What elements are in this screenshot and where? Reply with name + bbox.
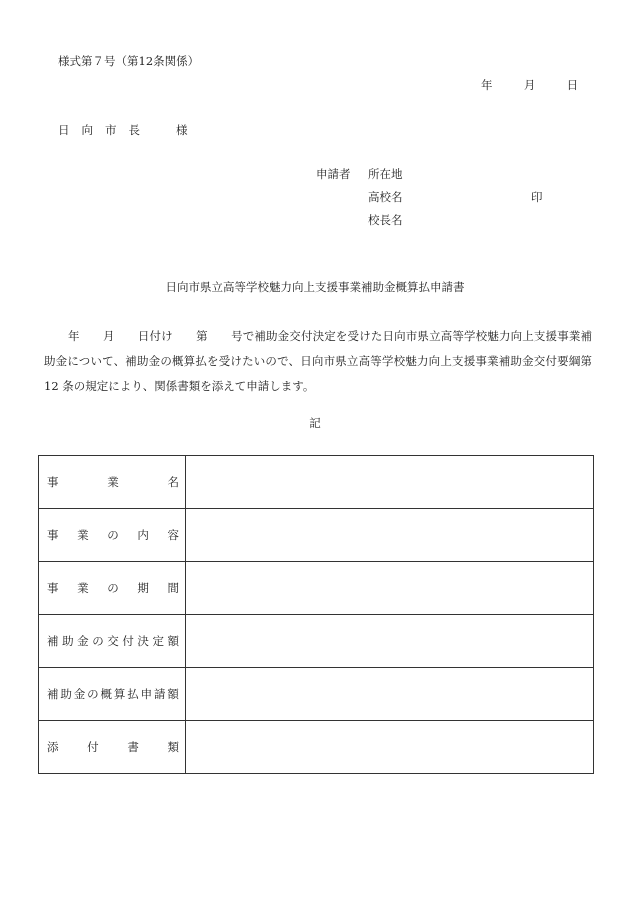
row-label-text [47, 739, 179, 755]
label-char: の [92, 634, 104, 648]
row-value[interactable] [186, 668, 594, 721]
table-row [39, 562, 594, 615]
label-char: 事 [47, 528, 59, 542]
addressee [58, 123, 188, 137]
row-label-text [47, 527, 179, 543]
label-char: 助 [60, 687, 72, 701]
table-row [39, 509, 594, 562]
row-value[interactable] [186, 509, 594, 562]
label-char: 業 [107, 475, 119, 489]
label-char: 事 [47, 475, 59, 489]
table-row [39, 456, 594, 509]
label-char: の [107, 581, 119, 595]
row-label [39, 615, 186, 668]
row-label [39, 668, 186, 721]
row-label [39, 509, 186, 562]
label-char: 助 [62, 634, 74, 648]
date-day: 日 [566, 78, 579, 92]
label-char: 業 [77, 528, 89, 542]
label-char: 名 [167, 475, 179, 489]
label-char: 事 [47, 581, 59, 595]
table-row [39, 721, 594, 774]
label-char: 請 [154, 687, 166, 701]
addressee-char: 向 [81, 123, 93, 137]
label-char: 申 [140, 687, 153, 701]
label-char: 概 [100, 687, 112, 701]
row-label [39, 456, 186, 509]
document-title: 日向市県立高等学校魅力向上支援事業補助金概算払申請書 [165, 280, 465, 294]
label-char: 算 [113, 687, 126, 701]
label-char: の [87, 687, 99, 701]
label-char: 補 [47, 687, 59, 701]
form-number: 様式第７号（第12条関係） [58, 54, 200, 68]
date-month: 月 [523, 78, 536, 92]
label-char: 容 [167, 528, 179, 542]
row-label-text [47, 686, 179, 702]
label-char: 額 [167, 634, 179, 648]
label-char: 期 [137, 581, 149, 595]
school-label: 高校名 [368, 190, 403, 204]
label-char: 付 [122, 634, 134, 648]
row-value[interactable] [186, 456, 594, 509]
date-year: 年 [481, 78, 493, 92]
ki-heading: 記 [309, 416, 321, 430]
label-char: 類 [167, 740, 179, 754]
label-char: 業 [77, 581, 89, 595]
row-label-text [47, 474, 179, 490]
row-value[interactable] [186, 562, 594, 615]
details-table [38, 455, 594, 774]
label-char: 付 [87, 740, 99, 754]
label-char: 間 [167, 581, 179, 595]
table-row [39, 668, 594, 721]
label-char: 書 [127, 740, 139, 754]
body-text: 年 月 日付け 第 号で補助金交付決定を受けた日向市県立高等学校魅力向上支援事業補助金について、補助金の概算払を受けたいので、日向市県立高等学校魅力向上支援事業補助金交付要綱第 12 条の規定により、関係書類を添えて申請します。 [44, 329, 592, 393]
label-char: 額 [167, 687, 179, 701]
body-paragraph [44, 324, 592, 399]
addressee-char: 長 [128, 123, 140, 137]
seal-mark: 印 [531, 190, 543, 204]
row-value[interactable] [186, 615, 594, 668]
applicant-label: 申請者 [316, 167, 351, 181]
row-label [39, 721, 186, 774]
label-char: 払 [127, 687, 139, 701]
label-char: 定 [152, 634, 164, 648]
row-value[interactable] [186, 721, 594, 774]
label-char: 添 [47, 740, 59, 754]
label-char: 金 [77, 634, 89, 648]
row-label [39, 562, 186, 615]
principal-label: 校長名 [368, 213, 403, 227]
addressee-char: 市 [105, 123, 117, 137]
addressee-honorific: 様 [176, 123, 188, 137]
addressee-char: 日 [58, 123, 70, 137]
label-char: 決 [137, 634, 149, 648]
label-char: 内 [137, 528, 149, 542]
row-label-text [47, 633, 179, 649]
address-label: 所在地 [368, 167, 403, 181]
label-char: の [107, 528, 119, 542]
row-label-text [47, 580, 179, 596]
label-char: 交 [107, 634, 119, 648]
table-row [39, 615, 594, 668]
label-char: 補 [47, 634, 59, 648]
label-char: 金 [73, 687, 86, 701]
date-line [481, 78, 578, 92]
